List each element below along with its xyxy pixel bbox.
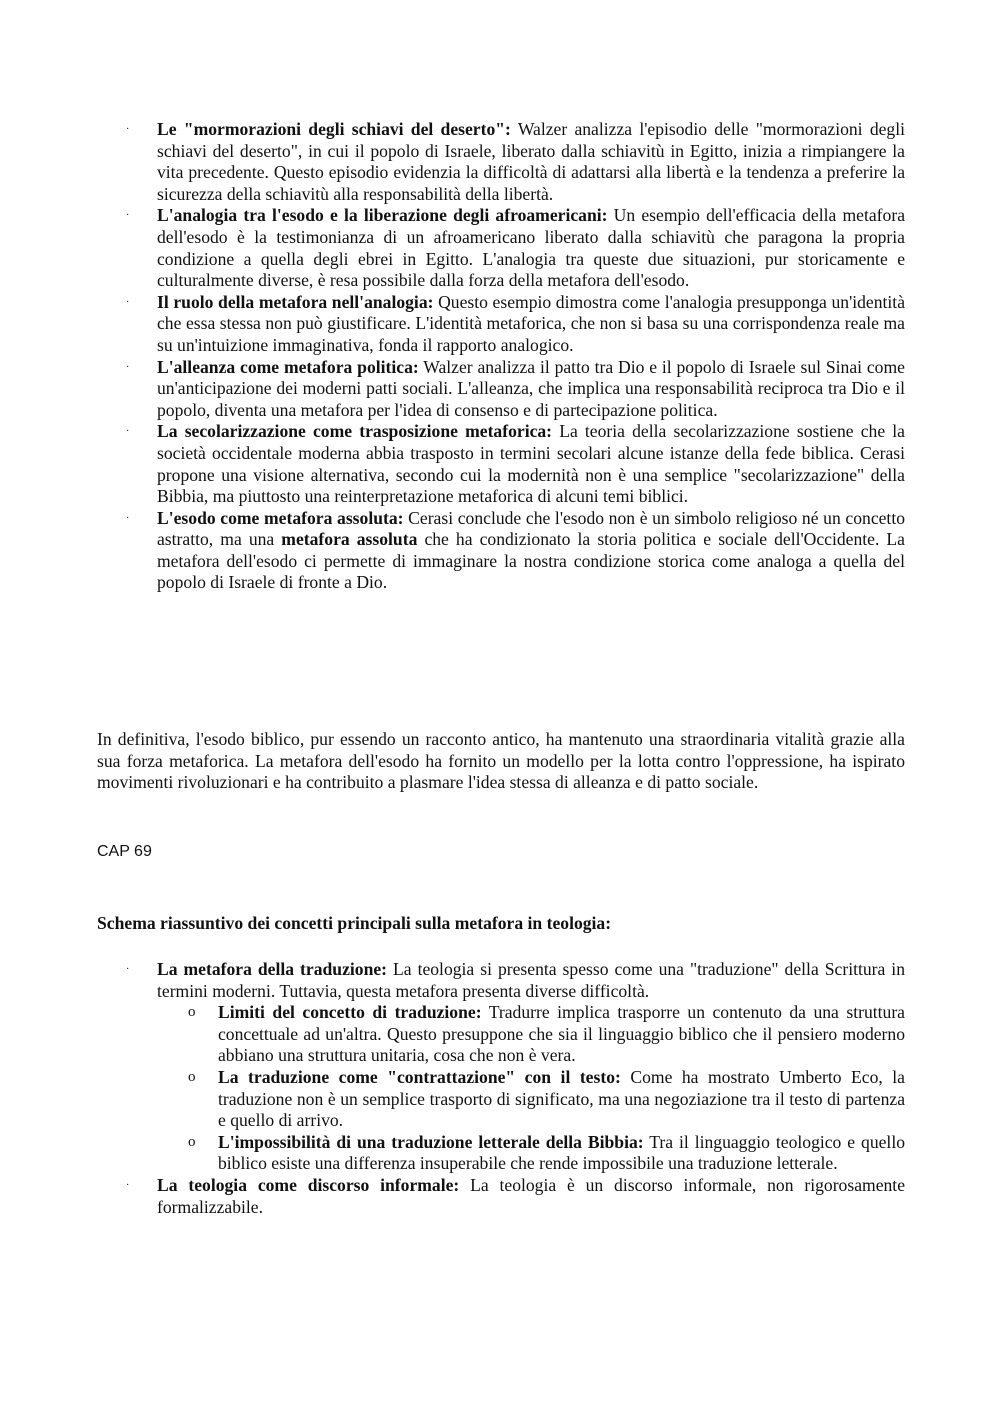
bullet-icon: · (126, 296, 130, 308)
bullet-icon: · (126, 964, 130, 975)
list-item (126, 356, 905, 422)
item-heading: Limiti del concetto di traduzione: (218, 1002, 482, 1023)
list-item (126, 1174, 905, 1218)
list-item (126, 507, 906, 594)
item-heading: L'analogia tra l'esodo e la liberazione degli afroamericani: (157, 205, 608, 226)
item-emphasis: metafora assoluta (281, 529, 418, 550)
exodus-bullet-list (0, 119, 905, 594)
sub-list-item (188, 1066, 905, 1132)
chapter-label: CAP 69 (97, 843, 152, 860)
item-text: che ha condizionato la storia politica e sociale dell'Occidente. La metafora dell'esodo ci permette di immaginare la nostra condizione storica come analoga a quella del popolo di Israele di fronte a Dio. (157, 529, 905, 593)
bullet-icon: · (126, 124, 130, 135)
list-item (126, 291, 906, 357)
item-text: Come ha mostrato Umberto Eco, la traduzione non è un semplice trasporto di significato, ma una negoziazione tra il testo di partenza e quello di arrivo. (218, 1066, 905, 1131)
item-heading: L'impossibilità di una traduzione letterale della Bibbia: (218, 1131, 644, 1152)
list-item (126, 421, 905, 507)
item-heading: Il ruolo della metafora nell'analogia: (157, 291, 434, 312)
circle-bullet-icon: o (188, 1068, 196, 1085)
item-text: Walzer analizza l'episodio delle "mormorazioni degli schiavi del deserto", in cui il popolo di Israele, liberato dalla schiavitù in Egitto, inizia a rimpiangere la vita precedente. Questo episodio evidenzia la difficoltà di adattarsi alla libertà e la tendenza a preferire la sicurezza della schiavitù alla responsabilità della libertà. (157, 119, 905, 204)
item-text: La teoria della secolarizzazione sostiene che la società occidentale moderna abbia trasposto in termini secolari alcune istanze della fede biblica. Cerasi propone una visione alternativa, secondo cui la modernità non è una semplice "secolarizzazione" della Bibbia, ma piuttosto una reinterpretazione metaforica di alcuni temi biblici. (157, 421, 905, 507)
item-heading: La teologia come discorso informale: (157, 1174, 460, 1195)
item-text: La teologia è un discorso informale, non rigorosamente formalizzabile. (157, 1174, 905, 1217)
bullet-icon: · (126, 512, 130, 524)
bullet-icon: · (126, 1179, 130, 1191)
list-item (126, 119, 905, 205)
sub-list-item (188, 1131, 906, 1175)
item-text: Tra il linguaggio teologico e quello biblico esiste una differenza insuperabile che rende impossibile una traduzione letterale. (218, 1131, 906, 1174)
circle-bullet-icon: o (188, 1133, 196, 1150)
item-heading: La metafora della traduzione: (157, 959, 388, 979)
item-heading: La traduzione come "contrattazione" con il testo: (218, 1066, 621, 1087)
item-heading: Le "mormorazioni degli schiavi del deserto": (157, 119, 511, 139)
bullet-icon: · (126, 426, 130, 438)
conclusion-paragraph: In definitiva, l'esodo biblico, pur essendo un racconto antico, ha mantenuto una straordinaria vitalità grazie alla sua forza metaforica. La metafora dell'esodo ha fornito un modello per la lotta contro l'oppressione, ha ispirato movimenti rivoluzionari e ha contribuito a plasmare l'idea stessa di alleanza e di patto sociale. (97, 729, 905, 793)
item-heading: La secolarizzazione come trasposizione metaforica: (157, 421, 553, 442)
bullet-icon: · (126, 361, 130, 373)
item-heading: L'esodo come metafora assoluta: (157, 507, 404, 528)
item-text: Tradurre implica trasporre un contenuto da una struttura concettuale ad un'altra. Questo presuppone che sia il linguaggio biblico che il pensiero moderno abbiano una struttura unitaria, cosa che non è vera. (218, 1002, 905, 1066)
sub-list-item (188, 1002, 905, 1067)
section-title: Schema riassuntivo dei concetti principali sulla metafora in teologia: (97, 913, 612, 933)
item-text: Cerasi conclude che l'esodo non è un simbolo religioso né un concetto astratto, ma una (157, 507, 906, 550)
item-text: Un esempio dell'efficacia della metafora dell'esodo è la testimonianza di un afroamericano liberato dalla schiavitù che paragona la propria condizione a quella degli ebrei in Egitto. L'analogia tra queste due situazioni, pur storicamente e culturalmente diverse, è resa possibile dalla forza della metafora dell'esodo. (157, 205, 906, 291)
item-text: La teologia si presenta spesso come una "traduzione" della Scrittura in termini moderni. Tuttavia, questa metafora presenta diverse difficoltà. (157, 959, 905, 1001)
sub-list (157, 1002, 905, 1175)
item-heading: L'alleanza come metafora politica: (157, 356, 419, 377)
list-item (126, 959, 906, 1175)
item-text: Questo esempio dimostra come l'analogia presupponga un'identità che essa stessa non può giustificare. L'identità metaforica, che non si basa su una corrispondenza reale ma su un'intuizione immaginativa, fonda il rapporto analogico. (157, 291, 906, 355)
bullet-icon: · (126, 210, 130, 222)
theology-bullet-list (0, 959, 905, 1218)
list-item (126, 205, 906, 291)
item-text: Walzer analizza il patto tra Dio e il popolo di Israele sul Sinai come un'anticipazione dei moderni patti sociali. L'alleanza, che implica una responsabilità reciproca tra Dio e il popolo, diventa una metafora per l'idea di consenso e di partecipazione politica. (157, 356, 905, 420)
circle-bullet-icon: o (188, 1004, 196, 1021)
